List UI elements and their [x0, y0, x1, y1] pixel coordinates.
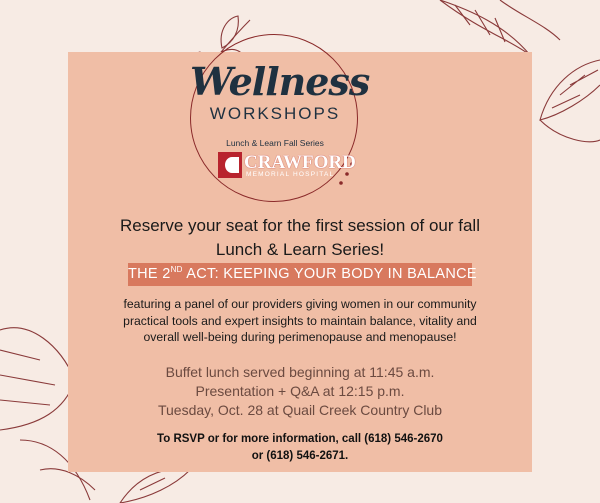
- headline: [78, 214, 522, 262]
- description-line-2: practical tools and expert insights to maintain balance, vitality and: [123, 313, 477, 328]
- crawford-logo-icon: [218, 152, 242, 178]
- lunch-time: Buffet lunch served beginning at 11:45 a.m.: [165, 364, 435, 380]
- presentation-time: Presentation + Q&A at 12:15 p.m.: [195, 383, 405, 399]
- event-details: [80, 363, 520, 420]
- date-location: Tuesday, Oct. 28 at Quail Creek Country Club: [157, 402, 442, 418]
- description-line-1: featuring a panel of our providers giving women in our community: [123, 297, 477, 311]
- logo-subtitle: MEMORIAL HOSPITAL: [246, 171, 335, 178]
- rsvp-line-2: or (618) 546-2671.: [251, 450, 349, 462]
- rsvp-info: [80, 431, 520, 465]
- headline-line-1: Reserve your seat for the first session of our fall: [120, 216, 480, 235]
- headline-line-2: Lunch & Learn Series!: [215, 240, 385, 259]
- description: [80, 296, 520, 346]
- logo-name: CRAWFORD: [244, 152, 356, 173]
- rsvp-line-1: To RSVP or for more information, call (618) 546-2670: [157, 433, 443, 445]
- series-label: Lunch & Learn Fall Series: [226, 138, 324, 148]
- session-title-superscript: ND: [170, 265, 183, 274]
- session-title: [128, 265, 477, 282]
- description-line-3: overall well-being during perimenopause and menopause!: [143, 330, 457, 344]
- session-title-prefix: THE 2: [128, 266, 171, 282]
- title-workshops: WORKSHOPS: [209, 104, 341, 123]
- title-wellness: Wellness: [190, 59, 370, 104]
- session-banner: [128, 263, 477, 286]
- crawford-logo: [218, 152, 356, 182]
- session-title-suffix: ACT: KEEPING YOUR BODY IN BALANCE: [182, 266, 477, 282]
